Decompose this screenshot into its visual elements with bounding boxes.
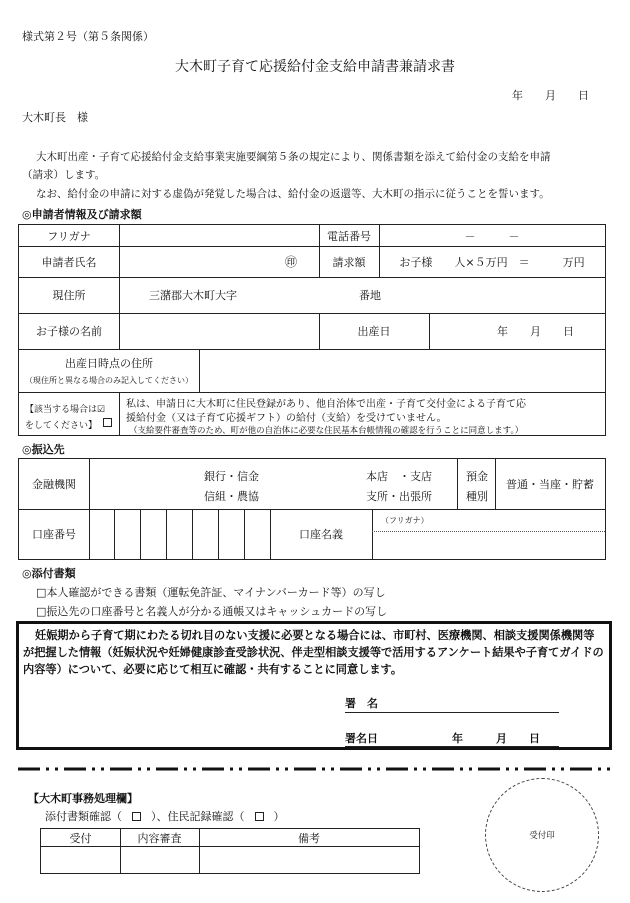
phone-field[interactable]: － － <box>464 229 520 243</box>
furigana-label: フリガナ <box>47 229 91 243</box>
furigana-field[interactable] <box>121 226 317 245</box>
applicant-table <box>18 224 606 436</box>
page-title: 大木町子育て応援給付金支給申請書兼請求書 <box>175 59 455 75</box>
sign-date-field[interactable]: 年 月 日 <box>452 732 540 745</box>
account-furigana: （フリガナ） <box>381 516 429 525</box>
amount-label: 請求額 <box>332 255 366 269</box>
sign-label: 署 名 <box>345 697 378 710</box>
office-col-review: 内容審査 <box>137 831 182 845</box>
intro-text-2: なお、給付金の申請に対する虚偽が発覚した場合は、給付金の返還等、大木町の指示に従うことを誓います。 <box>36 188 550 200</box>
sign-date-label: 署名日 <box>345 732 378 745</box>
seal-mark: ㊞ <box>284 255 297 269</box>
bank-types-1: 銀行・信金 <box>204 470 259 483</box>
date-line: 年 月 日 <box>512 89 589 102</box>
check-text-1: 私は、申請日に大木町に住民登録があり、他自治体で出産・子育て交付金による子育て応 <box>126 399 526 410</box>
office-col-receipt: 受付 <box>69 831 92 845</box>
signature-field[interactable] <box>391 696 559 712</box>
office-table <box>40 828 420 874</box>
attach-item-2[interactable]: □振込先の口座番号と名義人が分かる通帳又はキャッシュカードの写し <box>36 605 388 618</box>
amount-field[interactable]: お子様 人×５万円 ＝ 万円 <box>399 255 585 269</box>
resident-checkbox[interactable] <box>255 812 264 821</box>
branch-types-1: 本店 ・支店 <box>366 470 432 483</box>
child-name-label: お子様の名前 <box>36 325 102 338</box>
child-name-field[interactable] <box>121 314 317 348</box>
section-applicant-heading: ◎申請者情報及び請求額 <box>22 208 142 221</box>
applicant-name-label: 申請者氏名 <box>41 255 97 269</box>
address-label: 現住所 <box>52 289 86 302</box>
birth-address-note: （現住所と異なる場合のみ記入してください） <box>25 376 193 385</box>
consent-box <box>16 621 612 750</box>
birth-date-label: 出産日 <box>357 325 391 338</box>
deposit-label-1: 預金 <box>466 470 488 483</box>
account-number-label: 口座番号 <box>32 528 76 541</box>
deposit-types[interactable]: 普通・当座・貯蓄 <box>506 478 594 491</box>
section-bank-heading: ◎振込先 <box>22 443 65 456</box>
branch-types-2: 支所・出張所 <box>366 490 432 503</box>
office-col-notes: 備考 <box>298 831 320 845</box>
institution-label: 金融機関 <box>32 478 76 491</box>
office-confirm-line <box>45 808 285 824</box>
check-text-3: （支給要件審査等のため、町が他の自治体に必要な住民基本台帳情報の確認を行うことに同意します。） <box>129 426 524 436</box>
intro-text-1: 大木町出産・子育て応援給付金支給事業実施要綱第５条の規定により、関係書類を添えて給付金の支給を申請 <box>36 151 551 163</box>
address-suffix: 番地 <box>359 289 381 302</box>
attach-item-1[interactable]: □本人確認ができる書類（運転免許証、マイナンバーカード等）の写し <box>36 586 386 599</box>
form-number: 様式第２号（第５条関係） <box>22 30 154 43</box>
confirm-docs-label: 添付書類確認（ <box>45 810 122 823</box>
check-label-2: をしてください】 <box>25 421 98 431</box>
office-title: 【大木町事務処理欄】 <box>28 792 138 805</box>
deposit-label-2: 種別 <box>466 490 488 503</box>
check-text-2: 援給付金（又は子育て応援ギフト）の給付（支給）を受けていません。 <box>126 413 447 424</box>
phone-label: 電話番号 <box>327 229 371 243</box>
bank-types-2: 信組・農協 <box>204 490 259 503</box>
birth-date-field[interactable]: 年 月 日 <box>497 325 574 338</box>
addressee: 大木町長 様 <box>22 111 88 124</box>
account-name-label: 口座名義 <box>299 528 343 541</box>
cut-line <box>18 766 612 772</box>
account-name-field[interactable] <box>374 533 603 558</box>
intro-text-1b: （請求）します。 <box>22 169 106 181</box>
birth-address-label: 出産日時点の住所 <box>65 357 153 370</box>
bank-table <box>18 458 606 560</box>
section-attach-heading: ◎添付書類 <box>22 567 76 580</box>
address-prefix: 三潴郡大木町大字 <box>149 289 237 302</box>
confirm-resident-label: ）、住民記録確認（ <box>151 810 245 823</box>
account-number-field[interactable] <box>91 510 271 558</box>
docs-checkbox[interactable] <box>132 812 141 821</box>
consent-text: 妊娠期から子育て期にわたる切れ目のない支援に必要となる場合には、市町村、医療機関、相談支援関係機関等が把握した情報（妊娠状況や妊婦健康診査受診状況、伴走型相談支援等で活用するアンケート結果や子育てガイドの内容等）について、必要に応じて相互に確認・共有することに同意します。 <box>23 629 604 676</box>
receipt-stamp-area: 受付印 <box>485 778 599 892</box>
applicant-name-field[interactable] <box>121 247 291 276</box>
birth-address-field[interactable] <box>201 350 603 391</box>
eligibility-checkbox[interactable] <box>103 418 112 427</box>
confirm-close: ） <box>273 810 285 823</box>
check-label-1: 【該当する場合は☑ <box>25 405 106 415</box>
